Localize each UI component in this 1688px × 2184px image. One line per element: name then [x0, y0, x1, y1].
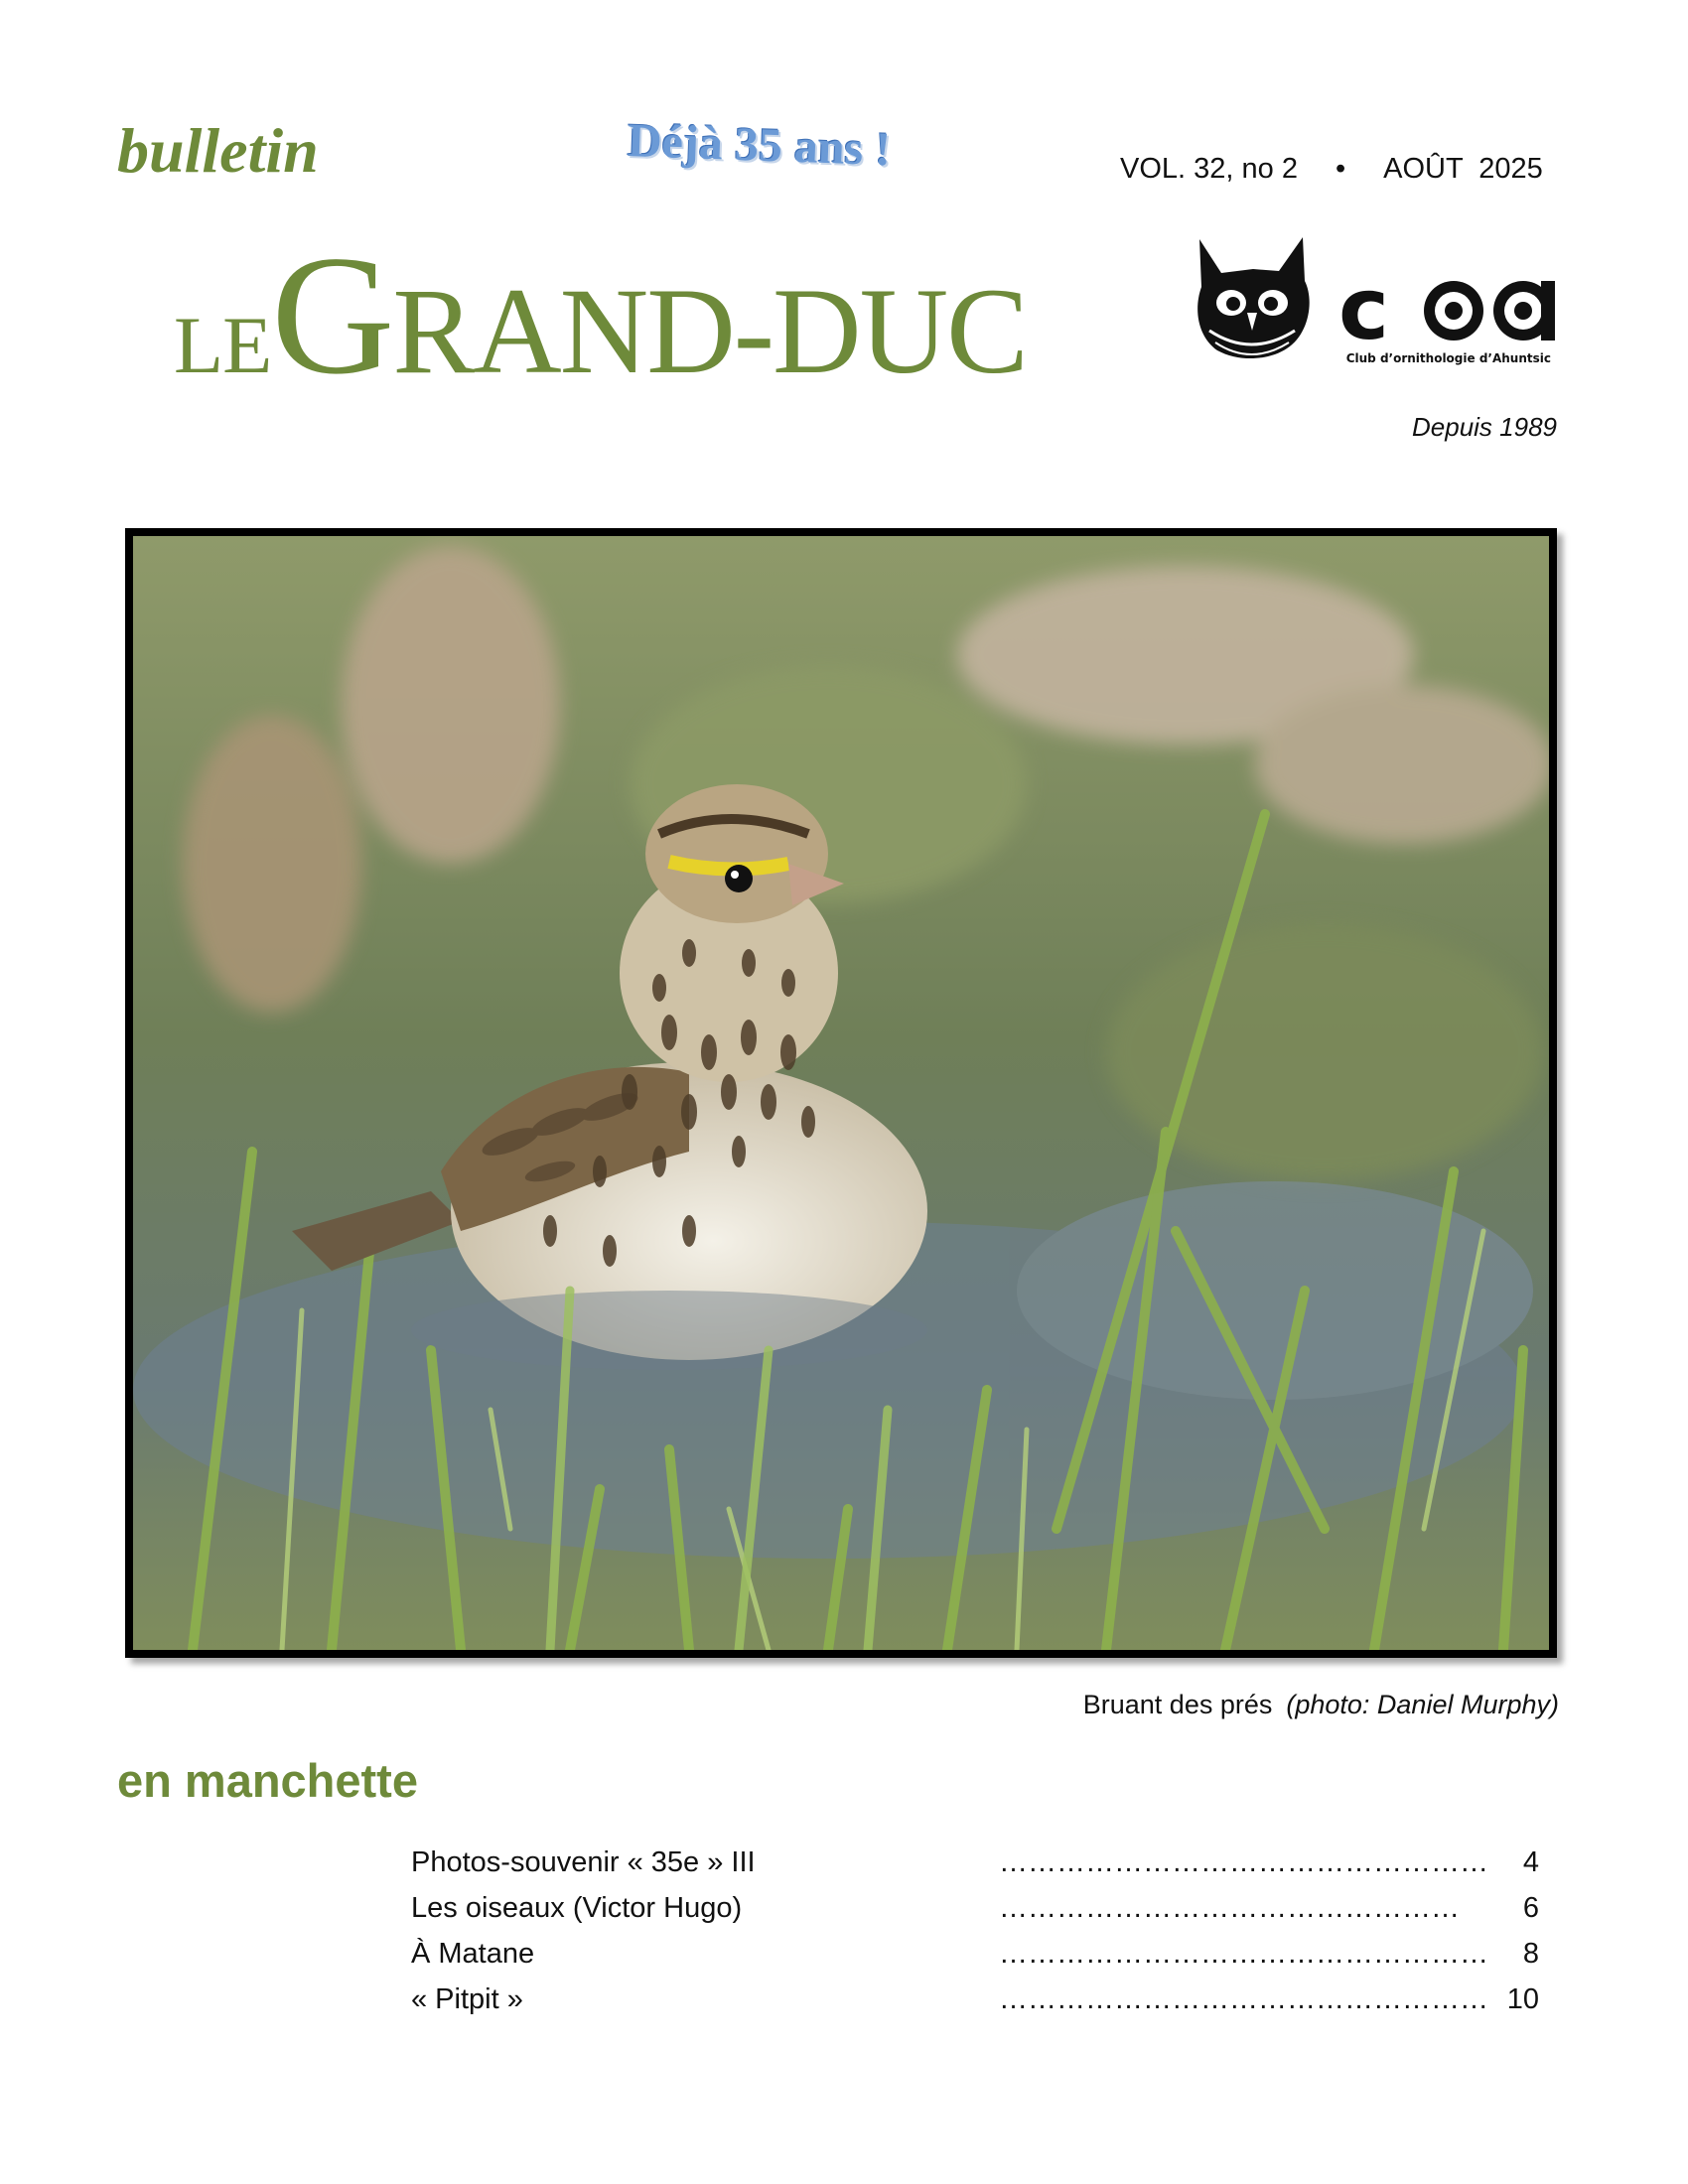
issue-info [1120, 155, 1543, 184]
volume-number: VOL. 32, no 2 [1120, 153, 1298, 185]
owl-icon [1197, 237, 1310, 358]
toc-item-leader: …………………………………………… [999, 1983, 1488, 2015]
masthead-initial: G [271, 221, 393, 410]
toc-item-title: « Pitpit » [411, 1983, 523, 2015]
toc-item-page: 6 [1522, 1892, 1539, 1924]
issue-date: AOÛT 2025 [1383, 153, 1543, 185]
toc-item[interactable] [411, 1979, 1539, 2019]
toc-item-leader: …………………………………………… [999, 1846, 1488, 1878]
toc-item[interactable] [411, 1934, 1539, 1974]
toc-item-title: À Matane [411, 1938, 535, 1970]
toc-item-page: 10 [1506, 1983, 1539, 2015]
logo-letter-o [1424, 281, 1483, 341]
masthead-title [174, 221, 1027, 410]
anniversary-banner: Déjà 35 ans ! [627, 114, 893, 177]
issue-separator: • [1335, 153, 1346, 185]
toc-heading: en manchette [117, 1754, 418, 1807]
masthead-le: LE [174, 300, 272, 390]
toc-item-leader: …………………………………………… [999, 1938, 1488, 1970]
logo-subtitle: Club d’ornithologie d’Ahuntsic [1345, 351, 1551, 365]
toc-item-leader: ………………………………………… [999, 1892, 1460, 1924]
toc-item[interactable] [411, 1888, 1539, 1928]
sparrow-photo [133, 536, 1549, 1650]
toc-item-title: Les oiseaux (Victor Hugo) [411, 1892, 743, 1924]
toc-item-page: 8 [1522, 1938, 1539, 1970]
photo-credit: (photo: Daniel Murphy) [1286, 1690, 1559, 1719]
masthead-rest: RAND-DUC [392, 263, 1027, 399]
toc-item-page: 4 [1522, 1846, 1539, 1878]
cover-photo [125, 528, 1557, 1658]
bulletin-label: bulletin [117, 115, 319, 186]
since-label: Depuis 1989 [1412, 412, 1557, 442]
logo-letter-c: c [1338, 260, 1389, 359]
logo-letter-a [1493, 281, 1555, 341]
club-logo [1192, 231, 1559, 370]
toc-item-title: Photos-souvenir « 35e » III [411, 1846, 756, 1878]
toc-item[interactable] [411, 1843, 1539, 1882]
photo-caption [1043, 1690, 1559, 1720]
photo-subject: Bruant des prés [1082, 1690, 1273, 1719]
